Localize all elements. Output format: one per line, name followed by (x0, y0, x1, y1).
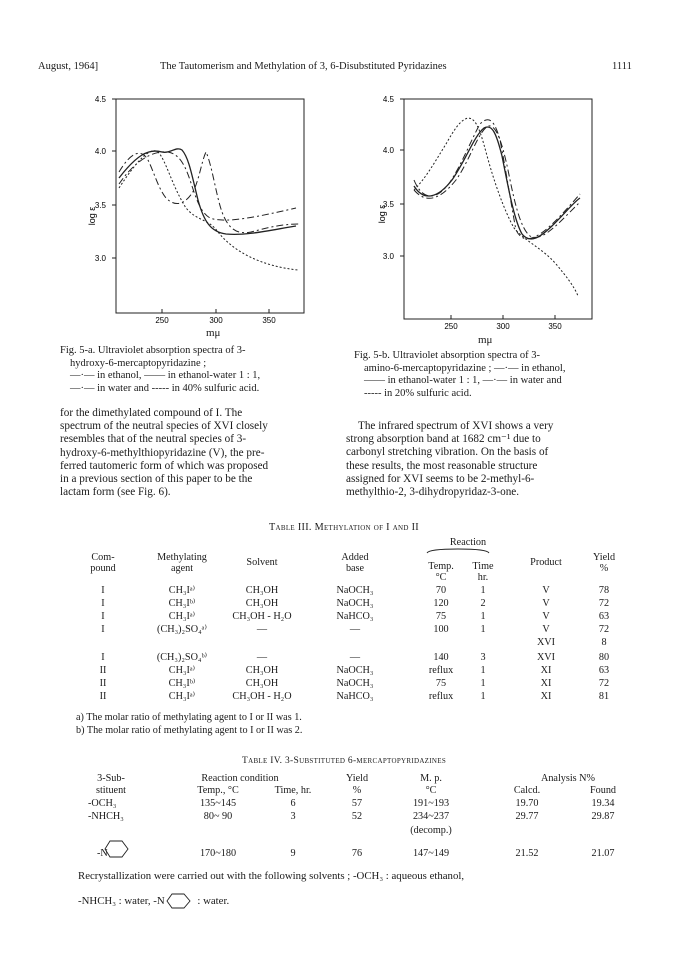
cell-time: 3 (290, 811, 296, 822)
th-product: Product (530, 557, 562, 568)
th4-yield: Yield (345, 773, 369, 784)
th-base: Added (341, 552, 369, 563)
th-compound: pound (90, 563, 116, 574)
cell-product: V (542, 585, 550, 596)
th-solvent: Solvent (246, 557, 278, 568)
cell-temp: 75 (435, 678, 447, 689)
th4-cond: Reaction condition (201, 773, 279, 784)
cell-compound: II (99, 678, 107, 689)
cell-yield: 81 (598, 691, 610, 702)
cell-time: 3 (480, 652, 486, 663)
table-3-reaction-label: Reaction (449, 537, 487, 548)
th-agent: agent (170, 563, 194, 574)
fig5a-ylabel: log ε (87, 206, 97, 226)
body-line: ferred tautomeric form of which was proposed (60, 459, 269, 472)
cell-base: NaOCH₃ (336, 678, 374, 689)
cell-product: XVI (536, 637, 556, 648)
th4-analysis: Analysis N% (540, 773, 596, 784)
fig5a-ytick: 3.5 (94, 201, 106, 210)
cell-yield: 52 (351, 811, 363, 822)
cell-temp: 100 (433, 624, 449, 635)
fig5a-xtick: 250 (155, 316, 169, 325)
cell-compound: II (99, 665, 107, 676)
cell-time: 6 (290, 798, 296, 809)
cell-solvent: — (256, 624, 268, 635)
cell-compound: II (99, 691, 107, 702)
fig5b-ytick: 4.5 (382, 95, 394, 104)
cell-product: XVI (536, 652, 556, 663)
cell-yield: 72 (598, 598, 610, 609)
body-line: assigned for XVI seems to be 2-methyl-6- (346, 472, 535, 485)
cell-agent: CH₃Iᵃ⁾ (168, 665, 196, 676)
cell-agent: (CH₃)₂SO₄ᵇ⁾ (156, 652, 208, 663)
cell-product: V (542, 624, 550, 635)
th4-mp: M. p. (420, 773, 442, 784)
cell-base: NaHCO₃ (336, 691, 374, 702)
fig5b-xtick: 250 (444, 322, 458, 330)
fig5b-caption-line: —— in ethanol-water 1 : 1, —·— in water and (364, 375, 562, 386)
table-3-note: a) The molar ratio of methylating agent to I or II was 1. (76, 712, 302, 723)
fig5b-caption-line: amino-6-mercaptopyridazine ; —·— in ethanol, (364, 362, 566, 374)
table-3-note: b) The molar ratio of methylating agent to I or II was 2. (76, 725, 303, 736)
cell-yield: 72 (598, 624, 610, 635)
th-base: base (345, 563, 365, 574)
table-4-footnote: Recrystallization were carried out with the following solvents ; -OCH₃ : aqueous ethanol, (78, 870, 465, 882)
cell-substituent: -N (97, 848, 108, 859)
th4-temp: Temp., °C (197, 785, 239, 796)
fig5a-caption-line: —·— in water and ----- in 40% sulfuric acid. (70, 382, 260, 394)
fig5a-caption-line: hydroxy-6-mercaptopyridazine ; (70, 357, 207, 369)
fig5b-caption-line: ----- in 20% sulfuric acid. (364, 387, 472, 399)
cell-product: XI (540, 691, 552, 702)
cell-mp: 147~149 (412, 848, 450, 859)
body-line: resembles that of the neutral species of 3- (60, 433, 247, 446)
body-line: The infrared spectrum of XVI shows a very (358, 420, 554, 432)
th4-sub: 3-Sub- (97, 773, 125, 784)
cell-temp: 170~180 (199, 848, 237, 859)
fig5a-xtick: 350 (262, 316, 276, 325)
body-line: these results, the most reasonable structure (346, 459, 538, 472)
cell-mp: (decomp.) (410, 825, 452, 836)
cell-solvent: CH₃OH (245, 585, 279, 596)
th-time: Time (472, 561, 494, 572)
body-line: methylthio-2, 3-dihydropyridaz-3-one. (346, 486, 520, 499)
fig5b-xlabel: mμ (478, 334, 493, 346)
th-time: hr. (477, 572, 489, 583)
cell-time: 1 (480, 691, 486, 702)
page-number: 1111 (612, 61, 632, 72)
piperidine-ring-icon (88, 836, 134, 862)
body-line: strong absorption band at 1682 cm⁻¹ due to (346, 433, 541, 446)
table-4-footnote (78, 891, 229, 911)
th-agent: Methylating (157, 552, 207, 563)
footnote-part: : water. (194, 895, 230, 907)
cell-yield: 8 (601, 637, 607, 648)
cell-mp: 191~193 (412, 798, 450, 809)
cell-agent: (CH₃)₂SO₄ᵃ⁾ (157, 624, 207, 635)
cell-temp: 140 (433, 652, 449, 663)
cell-substituent: -OCH₃ (88, 798, 117, 809)
cell-agent: CH₃Iᵃ⁾ (168, 611, 196, 622)
cell-product: XI (540, 678, 552, 689)
fig5a-ytick: 3.0 (94, 254, 106, 263)
cell-time: 1 (480, 678, 486, 689)
table-3-title: Table III. Methylation of I and II (269, 522, 419, 533)
th4-found: Found (589, 785, 617, 796)
th-yield: Yield (592, 552, 616, 563)
cell-yield: 78 (598, 585, 610, 596)
cell-temp: 75 (435, 611, 447, 622)
fig5a-ytick: 4.0 (94, 147, 106, 156)
cell-found: 19.34 (591, 798, 615, 809)
cell-base: NaOCH₃ (336, 598, 374, 609)
cell-compound: I (101, 611, 105, 622)
header-title: The Tautomerism and Methylation of 3, 6-Disubstituted Pyridazines (160, 61, 447, 72)
cell-calcd: 19.70 (515, 798, 539, 809)
cell-base: NaHCO₃ (336, 611, 374, 622)
fig5b-ylabel: log ε (377, 204, 387, 224)
cell-yield: 76 (351, 848, 363, 859)
fig5a-xtick: 300 (209, 316, 223, 325)
body-line: hydroxy-6-methylthiopyridazine (V), the pre- (60, 446, 265, 459)
fig5b-xtick: 300 (496, 322, 510, 330)
cell-base: — (349, 652, 361, 663)
piperidine-ring-icon (165, 891, 195, 911)
cell-time: 1 (480, 611, 486, 622)
cell-found: 29.87 (591, 811, 615, 822)
cell-compound: I (101, 598, 105, 609)
th-compound: Com- (91, 552, 115, 563)
cell-calcd: 21.52 (515, 848, 539, 859)
th4-time: Time, hr. (274, 785, 312, 796)
cell-yield: 63 (598, 665, 610, 676)
cell-solvent: CH₃OH - H₂O (232, 691, 292, 702)
cell-temp: 80~ 90 (203, 811, 233, 822)
cell-compound: I (101, 624, 105, 635)
cell-temp: 120 (433, 598, 449, 609)
cell-solvent: CH₃OH (245, 598, 279, 609)
fig5b-ytick: 3.0 (382, 252, 394, 261)
fig5a-ytick: 4.5 (94, 95, 106, 104)
th4-yield: % (352, 785, 362, 796)
cell-found: 21.07 (591, 848, 615, 859)
cell-base: NaOCH₃ (336, 585, 374, 596)
cell-substituent: -NHCH₃ (88, 811, 124, 822)
cell-time: 2 (480, 598, 486, 609)
cell-solvent: — (256, 652, 268, 663)
cell-base: NaOCH₃ (336, 665, 374, 676)
fig5a-caption-line: —·— in ethanol, —— in ethanol-water 1 : 1, (70, 370, 261, 381)
cell-agent: CH₃Iᵇ⁾ (168, 598, 196, 609)
cell-product: V (542, 611, 550, 622)
cell-calcd: 29.77 (515, 811, 539, 822)
fig5b-ytick: 4.0 (382, 146, 394, 155)
cell-temp: 135~145 (199, 798, 237, 809)
cell-compound: I (101, 652, 105, 663)
cell-solvent: CH₃OH (245, 665, 279, 676)
cell-solvent: CH₃OH (245, 678, 279, 689)
th4-mp: °C (425, 785, 437, 796)
footnote-part: -NHCH₃ : water, -N (78, 895, 165, 907)
cell-temp: 70 (435, 585, 447, 596)
fig5a-xlabel: mμ (206, 327, 221, 339)
fig5b-xtick: 350 (548, 322, 562, 330)
table-4-title: Table IV. 3-Substituted 6-mercaptopyridazines (241, 756, 447, 766)
cell-yield: 63 (598, 611, 610, 622)
cell-yield: 80 (598, 652, 610, 663)
th-yield: % (599, 563, 609, 574)
th4-sub: stituent (96, 785, 126, 796)
cell-yield: 57 (351, 798, 363, 809)
cell-agent: CH₃Iᵇ⁾ (168, 678, 196, 689)
cell-temp: reflux (428, 665, 454, 676)
th4-calcd: Calcd. (513, 785, 541, 796)
header-date: August, 1964] (38, 61, 99, 72)
cell-agent: CH₃Iᵃ⁾ (168, 691, 196, 702)
body-line: for the dimethylated compound of I. The (60, 407, 243, 419)
body-line: in a previous section of this paper to be the (60, 473, 253, 486)
body-line: carbonyl stretching vibration. On the basis of (346, 446, 549, 459)
fig5b-ytick: 3.5 (382, 200, 394, 209)
cell-compound: I (101, 585, 105, 596)
cell-time: 1 (480, 624, 486, 635)
body-line: lactam form (see Fig. 6). (60, 486, 171, 499)
cell-time: 9 (290, 848, 296, 859)
cell-mp: 234~237 (412, 811, 450, 822)
th-temp: °C (435, 572, 447, 583)
cell-time: 1 (480, 665, 486, 676)
fig5a-caption-line: Fig. 5-a. Ultraviolet absorption spectra of 3- (60, 345, 246, 356)
fig5b-caption-line: Fig. 5-b. Ultraviolet absorption spectra of 3- (354, 350, 541, 361)
cell-product: V (542, 598, 550, 609)
th-temp: Temp. (428, 561, 454, 572)
cell-time: 1 (480, 585, 486, 596)
cell-agent: CH₃Iᵃ⁾ (168, 585, 196, 596)
cell-product: XI (540, 665, 552, 676)
body-line: spectrum of the neutral species of XVI closely (60, 420, 268, 433)
cell-yield: 72 (598, 678, 610, 689)
cell-solvent: CH₃OH - H₂O (232, 611, 292, 622)
cell-temp: reflux (428, 691, 454, 702)
cell-base: — (349, 624, 361, 635)
